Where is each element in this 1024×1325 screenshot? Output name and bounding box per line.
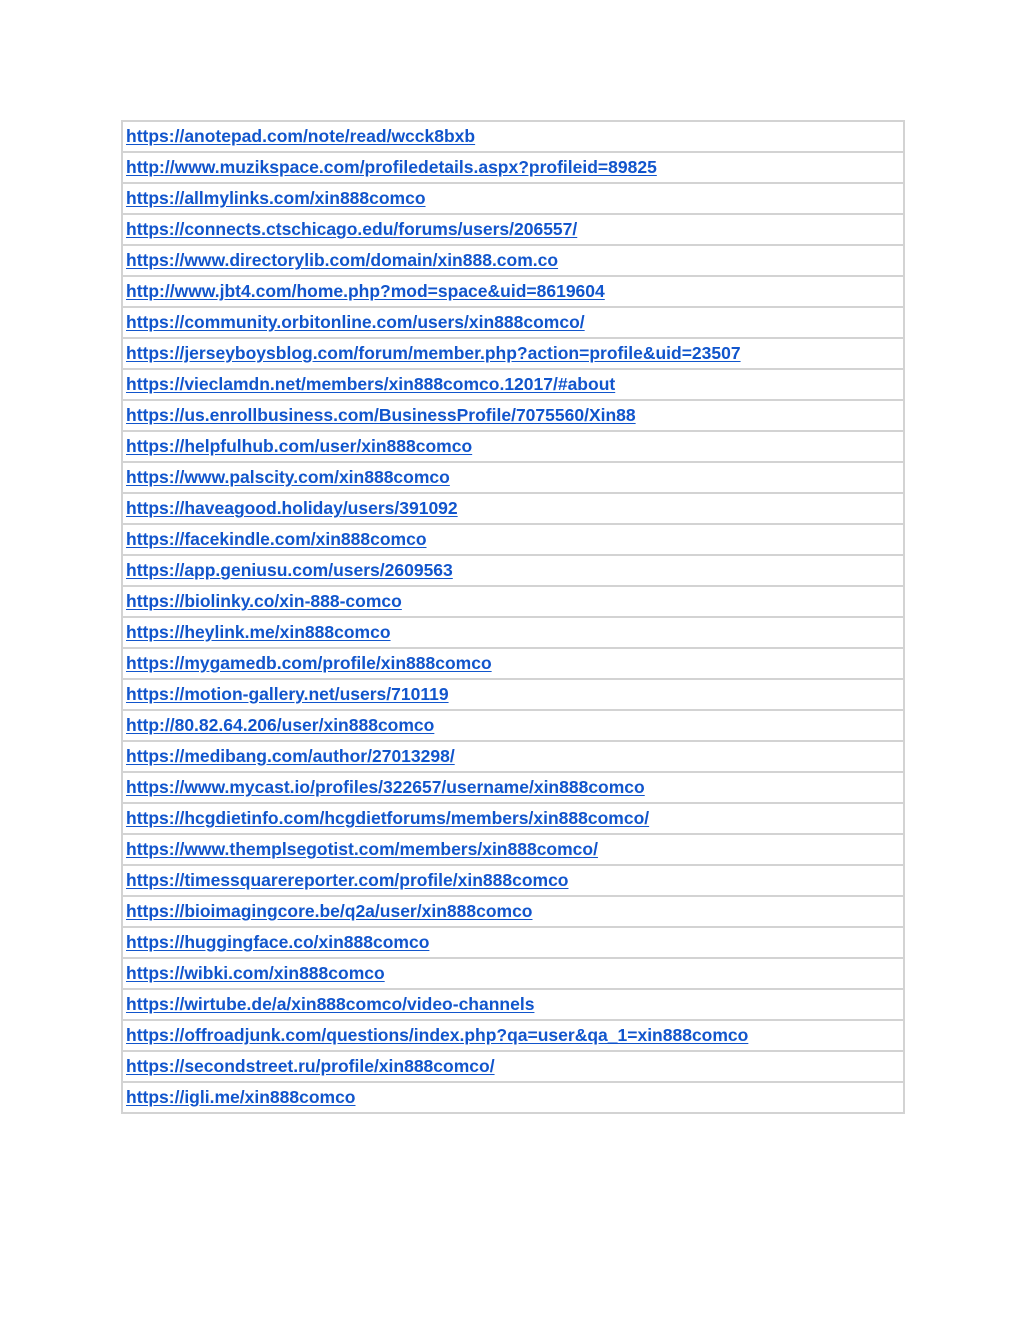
url-link[interactable]: https://www.mycast.io/profiles/322657/username/xin888comco bbox=[126, 777, 645, 797]
url-link[interactable]: https://jerseyboysblog.com/forum/member.php?action=profile&uid=23507 bbox=[126, 343, 741, 363]
table-cell bbox=[122, 307, 904, 338]
url-link[interactable]: https://mygamedb.com/profile/xin888comco bbox=[126, 653, 492, 673]
url-link[interactable]: https://hcgdietinfo.com/hcgdietforums/members/xin888comco/ bbox=[126, 808, 650, 828]
table-cell bbox=[122, 927, 904, 958]
table-row bbox=[122, 524, 904, 555]
table-cell bbox=[122, 276, 904, 307]
table-cell bbox=[122, 834, 904, 865]
table-cell bbox=[122, 586, 904, 617]
url-link[interactable]: https://community.orbitonline.com/users/xin888comco/ bbox=[126, 312, 585, 332]
url-link[interactable]: https://anotepad.com/note/read/wcck8bxb bbox=[126, 126, 476, 146]
url-link[interactable]: https://allmylinks.com/xin888comco bbox=[126, 188, 426, 208]
table-row bbox=[122, 214, 904, 245]
table-row bbox=[122, 710, 904, 741]
table-row bbox=[122, 462, 904, 493]
table-cell bbox=[122, 369, 904, 400]
table-row bbox=[122, 338, 904, 369]
table-row bbox=[122, 431, 904, 462]
table-cell bbox=[122, 245, 904, 276]
table-row bbox=[122, 245, 904, 276]
table-cell bbox=[122, 741, 904, 772]
table-row bbox=[122, 369, 904, 400]
table-cell bbox=[122, 865, 904, 896]
table-row bbox=[122, 307, 904, 338]
table-cell bbox=[122, 400, 904, 431]
table-cell bbox=[122, 431, 904, 462]
table-row bbox=[122, 276, 904, 307]
table-row bbox=[122, 1020, 904, 1051]
url-link[interactable]: https://offroadjunk.com/questions/index.php?qa=user&qa_1=xin888comco bbox=[126, 1025, 749, 1045]
table-row bbox=[122, 803, 904, 834]
url-link[interactable]: http://www.muzikspace.com/profiledetails.aspx?profileid=89825 bbox=[126, 157, 657, 177]
url-link[interactable]: https://haveagood.holiday/users/391092 bbox=[126, 498, 458, 518]
url-link[interactable]: https://wirtube.de/a/xin888comco/video-channels bbox=[126, 994, 535, 1014]
table-cell bbox=[122, 772, 904, 803]
url-link[interactable]: https://app.geniusu.com/users/2609563 bbox=[126, 560, 453, 580]
url-link[interactable]: https://secondstreet.ru/profile/xin888comco/ bbox=[126, 1056, 495, 1076]
table-cell bbox=[122, 648, 904, 679]
table-cell bbox=[122, 555, 904, 586]
table-row bbox=[122, 555, 904, 586]
url-link[interactable]: https://vieclamdn.net/members/xin888comco.12017/#about bbox=[126, 374, 616, 394]
url-link[interactable]: https://helpfulhub.com/user/xin888comco bbox=[126, 436, 473, 456]
table-cell bbox=[122, 214, 904, 245]
table-cell bbox=[122, 338, 904, 369]
table-row bbox=[122, 772, 904, 803]
url-link[interactable]: http://www.jbt4.com/home.php?mod=space&uid=8619604 bbox=[126, 281, 605, 301]
table-row bbox=[122, 1082, 904, 1113]
table-row bbox=[122, 834, 904, 865]
table-cell bbox=[122, 803, 904, 834]
url-link[interactable]: https://igli.me/xin888comco bbox=[126, 1087, 356, 1107]
table-row bbox=[122, 648, 904, 679]
table-cell bbox=[122, 958, 904, 989]
url-link[interactable]: https://medibang.com/author/27013298/ bbox=[126, 746, 455, 766]
table-cell bbox=[122, 679, 904, 710]
url-link[interactable]: http://80.82.64.206/user/xin888comco bbox=[126, 715, 435, 735]
table-row bbox=[122, 493, 904, 524]
table-cell bbox=[122, 1020, 904, 1051]
table-row bbox=[122, 183, 904, 214]
url-link[interactable]: https://huggingface.co/xin888comco bbox=[126, 932, 430, 952]
table-cell bbox=[122, 1082, 904, 1113]
table-row bbox=[122, 989, 904, 1020]
table-row bbox=[122, 958, 904, 989]
table-row bbox=[122, 679, 904, 710]
url-link[interactable]: https://timessquarereporter.com/profile/xin888comco bbox=[126, 870, 569, 890]
table-row bbox=[122, 152, 904, 183]
table-row bbox=[122, 927, 904, 958]
table-cell bbox=[122, 617, 904, 648]
table-cell bbox=[122, 121, 904, 152]
table-cell bbox=[122, 1051, 904, 1082]
table-row bbox=[122, 741, 904, 772]
url-link[interactable]: https://us.enrollbusiness.com/BusinessProfile/7075560/Xin88 bbox=[126, 405, 636, 425]
table-row bbox=[122, 400, 904, 431]
table-row bbox=[122, 586, 904, 617]
link-table-body bbox=[122, 121, 904, 1113]
url-link[interactable]: https://www.directorylib.com/domain/xin888.com.co bbox=[126, 250, 559, 270]
table-cell bbox=[122, 152, 904, 183]
table-row bbox=[122, 617, 904, 648]
url-link[interactable]: https://www.themplsegotist.com/members/xin888comco/ bbox=[126, 839, 598, 859]
table-cell bbox=[122, 989, 904, 1020]
table-cell bbox=[122, 524, 904, 555]
table-cell bbox=[122, 896, 904, 927]
table-cell bbox=[122, 183, 904, 214]
url-link[interactable]: https://facekindle.com/xin888comco bbox=[126, 529, 427, 549]
link-table bbox=[121, 120, 905, 1114]
table-row bbox=[122, 1051, 904, 1082]
table-row bbox=[122, 896, 904, 927]
table-row bbox=[122, 865, 904, 896]
table-cell bbox=[122, 710, 904, 741]
table-row bbox=[122, 121, 904, 152]
url-link[interactable]: https://motion-gallery.net/users/710119 bbox=[126, 684, 449, 704]
url-link[interactable]: https://www.palscity.com/xin888comco bbox=[126, 467, 450, 487]
url-link[interactable]: https://wibki.com/xin888comco bbox=[126, 963, 385, 983]
url-link[interactable]: https://connects.ctschicago.edu/forums/users/206557/ bbox=[126, 219, 578, 239]
table-cell bbox=[122, 493, 904, 524]
url-link[interactable]: https://bioimagingcore.be/q2a/user/xin888comco bbox=[126, 901, 533, 921]
table-cell bbox=[122, 462, 904, 493]
url-link[interactable]: https://biolinky.co/xin-888-comco bbox=[126, 591, 402, 611]
url-link[interactable]: https://heylink.me/xin888comco bbox=[126, 622, 391, 642]
